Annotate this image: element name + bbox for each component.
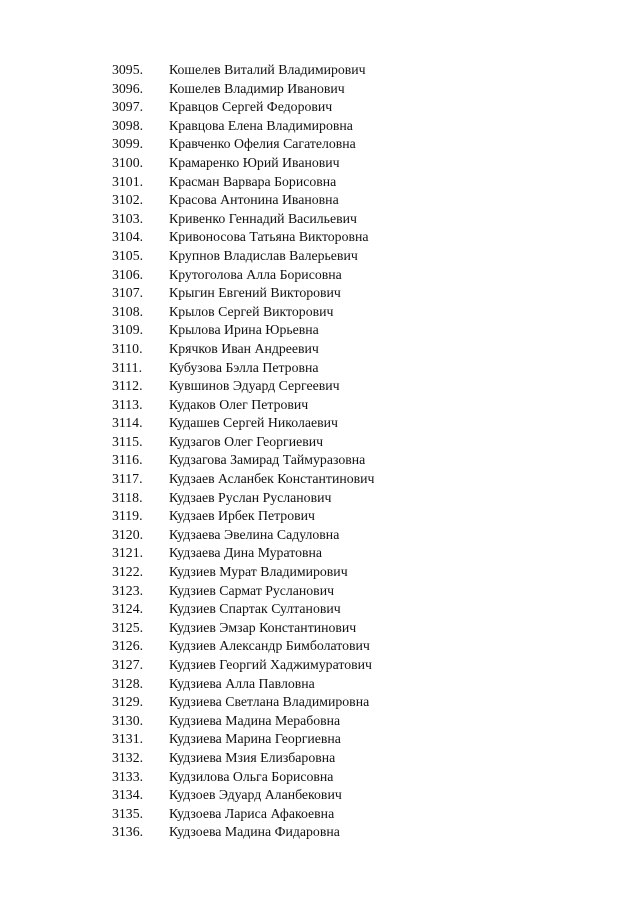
item-number: 3099. (112, 136, 144, 152)
item-number: 3107. (112, 285, 144, 301)
person-name: Красман Варвара Борисовна (169, 173, 337, 189)
list-item (0, 526, 640, 545)
person-name: Кудзоева Лариса Афакоевна (169, 805, 335, 821)
list-item (0, 396, 640, 415)
list-item (0, 805, 640, 824)
list-item (0, 600, 640, 619)
person-name: Кошелев Виталий Владимирович (169, 62, 366, 77)
list-item (0, 582, 640, 601)
item-number: 3102. (112, 192, 144, 208)
item-number: 3120. (112, 526, 144, 542)
person-name: Красова Антонина Ивановна (169, 192, 339, 208)
list-item (0, 768, 640, 787)
item-number: 3122. (112, 564, 144, 580)
person-name: Кошелев Владимир Иванович (169, 80, 345, 96)
item-number: 3096. (112, 80, 144, 96)
list-item (0, 451, 640, 470)
item-number: 3130. (112, 712, 144, 728)
person-name: Кудзиева Мадина Мерабовна (169, 712, 341, 728)
person-name: Кудзиев Эмзар Константинович (169, 619, 357, 635)
list-item (0, 507, 640, 526)
person-name: Кудаков Олег Петрович (169, 396, 309, 412)
person-name: Крупнов Владислав Валерьевич (169, 247, 358, 263)
person-name: Кудзиева Марина Георгиевна (169, 731, 341, 747)
person-name: Кривоносова Татьяна Викторовна (169, 229, 369, 245)
list-item (0, 433, 640, 452)
item-number: 3127. (112, 657, 144, 672)
person-name: Крячков Иван Андреевич (169, 340, 319, 356)
item-number: 3109. (112, 322, 144, 338)
list-item (0, 117, 640, 136)
list-item (0, 637, 640, 656)
item-number: 3126. (112, 638, 144, 654)
list-item (0, 544, 640, 563)
person-name: Кувшинов Эдуард Сергеевич (169, 378, 340, 394)
list-item (0, 712, 640, 731)
item-number: 3101. (112, 173, 144, 189)
person-name: Кудзиев Георгий Хаджимуратович (169, 657, 372, 672)
person-name: Кудзиев Мурат Владимирович (169, 564, 348, 580)
person-name: Крыгин Евгений Викторович (169, 285, 341, 301)
person-name: Кудзаева Дина Муратовна (169, 545, 322, 561)
item-number: 3110. (112, 340, 143, 356)
person-name: Крутоголова Алла Борисовна (169, 266, 342, 282)
list-item (0, 247, 640, 266)
item-number: 3119. (112, 508, 143, 524)
item-number: 3129. (112, 694, 144, 710)
item-number: 3108. (112, 303, 144, 319)
item-number: 3135. (112, 805, 144, 821)
list-item (0, 693, 640, 712)
person-name: Кудзиев Александр Бимболатович (169, 638, 370, 654)
item-number: 3136. (112, 824, 144, 840)
item-number: 3124. (112, 601, 144, 617)
person-name: Кудзиева Алла Павловна (169, 675, 315, 691)
person-name: Кудзагова Замирад Таймуразовна (169, 452, 366, 468)
item-number: 3097. (112, 99, 144, 115)
person-name: Кудзоева Мадина Фидаровна (169, 824, 340, 840)
person-name: Крамаренко Юрий Иванович (169, 154, 340, 170)
list-item (0, 377, 640, 396)
person-name: Кудзиева Светлана Владимировна (169, 694, 370, 710)
item-number: 3103. (112, 210, 144, 226)
person-name: Кравцова Елена Владимировна (169, 117, 353, 133)
person-name: Кудзаев Ирбек Петрович (169, 508, 315, 524)
item-number: 3128. (112, 675, 144, 691)
item-number: 3100. (112, 154, 144, 170)
item-number: 3104. (112, 229, 144, 245)
item-number: 3131. (112, 731, 144, 747)
item-number: 3111. (112, 359, 143, 375)
numbered-name-list (0, 61, 640, 842)
item-number: 3121. (112, 545, 144, 561)
item-number: 3106. (112, 266, 144, 282)
list-item (0, 61, 640, 80)
list-item (0, 619, 640, 638)
person-name: Кудзиев Спартак Султанович (169, 601, 341, 617)
person-name: Кудзаев Асланбек Константинович (169, 471, 375, 487)
person-name: Кудашев Сергей Николаевич (169, 415, 338, 431)
item-number: 3115. (112, 433, 143, 449)
person-name: Кудзоев Эдуард Аланбекович (169, 787, 342, 803)
list-item (0, 266, 640, 285)
list-item (0, 173, 640, 192)
list-item (0, 823, 640, 842)
item-number: 3116. (112, 452, 143, 468)
person-name: Крылова Ирина Юрьевна (169, 322, 319, 338)
list-item (0, 656, 640, 675)
list-item (0, 786, 640, 805)
person-name: Кудзаев Руслан Русланович (169, 489, 332, 505)
person-name: Кудзиева Мзия Елизбаровна (169, 749, 336, 765)
list-item (0, 80, 640, 99)
item-number: 3118. (112, 489, 143, 505)
item-number: 3113. (112, 396, 143, 412)
list-item (0, 154, 640, 173)
item-number: 3117. (112, 471, 143, 487)
item-number: 3114. (112, 415, 143, 431)
item-number: 3133. (112, 768, 144, 784)
list-item (0, 135, 640, 154)
item-number: 3112. (112, 378, 143, 394)
list-item (0, 321, 640, 340)
list-item (0, 359, 640, 378)
list-item (0, 489, 640, 508)
item-number: 3123. (112, 582, 144, 598)
person-name: Крылов Сергей Викторович (169, 303, 334, 319)
person-name: Кривенко Геннадий Васильевич (169, 210, 357, 226)
list-item (0, 191, 640, 210)
list-item (0, 749, 640, 768)
person-name: Кравцов Сергей Федорович (169, 99, 333, 115)
list-item (0, 210, 640, 229)
item-number: 3105. (112, 247, 144, 263)
list-item (0, 98, 640, 117)
person-name: Кудзагов Олег Георгиевич (169, 433, 324, 449)
item-number: 3125. (112, 619, 144, 635)
list-item (0, 228, 640, 247)
person-name: Кудзиев Сармат Русланович (169, 582, 335, 598)
list-item (0, 563, 640, 582)
person-name: Кубузова Бэлла Петровна (169, 359, 319, 375)
person-name: Кравченко Офелия Сагателовна (169, 136, 356, 152)
list-item (0, 470, 640, 489)
list-item (0, 675, 640, 694)
list-item (0, 414, 640, 433)
list-item (0, 303, 640, 322)
list-item (0, 284, 640, 303)
person-name: Кудзилова Ольга Борисовна (169, 768, 334, 784)
item-number: 3134. (112, 787, 144, 803)
item-number: 3098. (112, 117, 144, 133)
item-number: 3132. (112, 749, 144, 765)
person-name: Кудзаева Эвелина Садуловна (169, 526, 340, 542)
item-number: 3095. (112, 62, 144, 77)
list-item (0, 340, 640, 359)
list-item (0, 730, 640, 749)
